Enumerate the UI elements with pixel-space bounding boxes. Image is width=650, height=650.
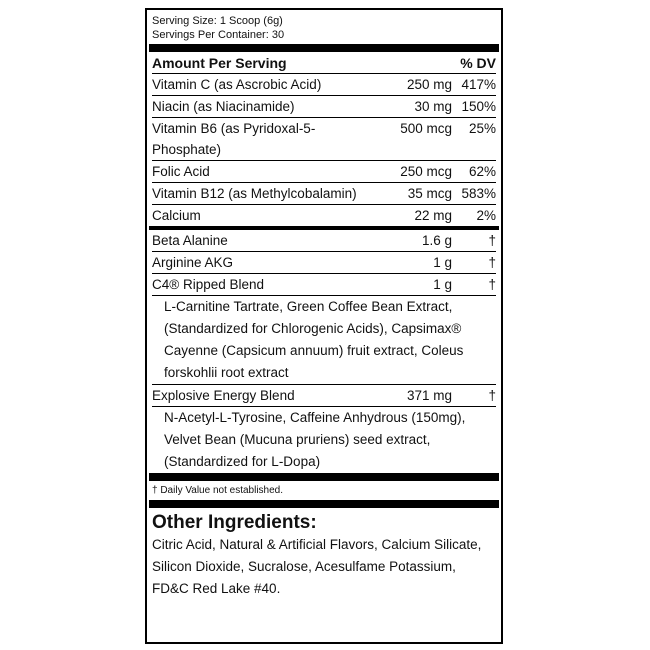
nutrient-name: Calcium: [152, 208, 201, 223]
vitamin-list: [152, 74, 496, 226]
nutrient-row: [152, 183, 496, 205]
nutrient-name: Folic Acid: [152, 164, 210, 179]
nutrient-dv: 583%: [461, 186, 496, 201]
amount-header: [152, 52, 496, 74]
nutrient-row: [152, 74, 496, 96]
blend-name: Explosive Energy Blend: [152, 388, 295, 403]
thick-divider: [149, 500, 499, 508]
nutrient-name: Vitamin B6 (as Pyridoxal-5-Phosphate): [152, 121, 316, 157]
nutrient-amount: 250 mcg: [400, 164, 452, 179]
footnote: † Daily Value not established.: [152, 485, 284, 496]
blend-row: [152, 230, 496, 252]
serving-size: Serving Size: 1 Scoop (6g): [152, 15, 283, 27]
nutrient-amount: 22 mg: [414, 208, 452, 223]
blend-amount: 371 mg: [406, 388, 452, 403]
nutrient-amount: 30 mg: [414, 99, 452, 114]
servings-per-container: Servings Per Container: 30: [152, 29, 285, 41]
nutrient-row: [152, 205, 496, 226]
blend-amount: 1.6 g: [421, 233, 452, 248]
supplement-facts-panel: [145, 8, 503, 644]
nutrient-amount: 250 mg: [406, 77, 452, 92]
nutrient-dv: 25%: [468, 121, 496, 136]
serving-info: [152, 14, 496, 42]
nutrient-name: Niacin (as Niacinamide): [152, 99, 295, 114]
blend-dv: †: [488, 388, 496, 403]
blend-amount: 1 g: [433, 255, 452, 270]
blend-ingredients: N-Acetyl-L-Tyrosine, Caffeine Anhydrous (150mg), Velvet Bean (Mucuna pruriens) seed extract, (Standardized for L-Dopa): [164, 410, 466, 469]
nutrient-amount: 500 mcg: [400, 121, 452, 136]
blend-dv: †: [488, 233, 496, 248]
blend-name: Beta Alanine: [152, 233, 228, 248]
nutrient-dv: 150%: [461, 99, 496, 114]
nutrient-row: [152, 118, 496, 161]
amount-per-serving-label: Amount Per Serving: [152, 55, 287, 71]
blend-amount: 1 g: [433, 277, 452, 292]
blend-row: [152, 274, 496, 296]
other-ingredients-title: Other Ingredients:: [152, 512, 317, 533]
thick-divider: [149, 44, 499, 52]
blend-row: [152, 252, 496, 274]
other-ingredients-text: Citric Acid, Natural & Artificial Flavors, Calcium Silicate, Silicon Dioxide, Sucralose, Acesulfame Potassium, FD&C Red Lake #40.: [152, 537, 482, 596]
dv-label: % DV: [460, 55, 496, 71]
nutrient-row: [152, 161, 496, 183]
nutrient-row: [152, 96, 496, 118]
nutrient-dv: 2%: [476, 208, 496, 223]
nutrient-name: Vitamin C (as Ascrobic Acid): [152, 77, 322, 92]
blend-ingredients: L-Carnitine Tartrate, Green Coffee Bean Extract, (Standardized for Chlorogenic Acids), Capsimax® Cayenne (Capsicum annuum) fruit extract, Coleus forskohlii root extract: [152, 296, 496, 385]
nutrient-dv: 62%: [468, 164, 496, 179]
nutrient-dv: 417%: [461, 77, 496, 92]
blend-list: [152, 230, 496, 473]
blend-row: [152, 385, 496, 407]
blend-name: C4® Ripped Blend: [152, 277, 265, 292]
nutrient-name: Vitamin B12 (as Methylcobalamin): [152, 186, 357, 201]
blend-dv: †: [488, 255, 496, 270]
blend-dv: †: [488, 277, 496, 292]
nutrient-amount: 35 mcg: [407, 186, 452, 201]
blend-name: Arginine AKG: [152, 255, 234, 270]
thick-divider: [149, 473, 499, 481]
